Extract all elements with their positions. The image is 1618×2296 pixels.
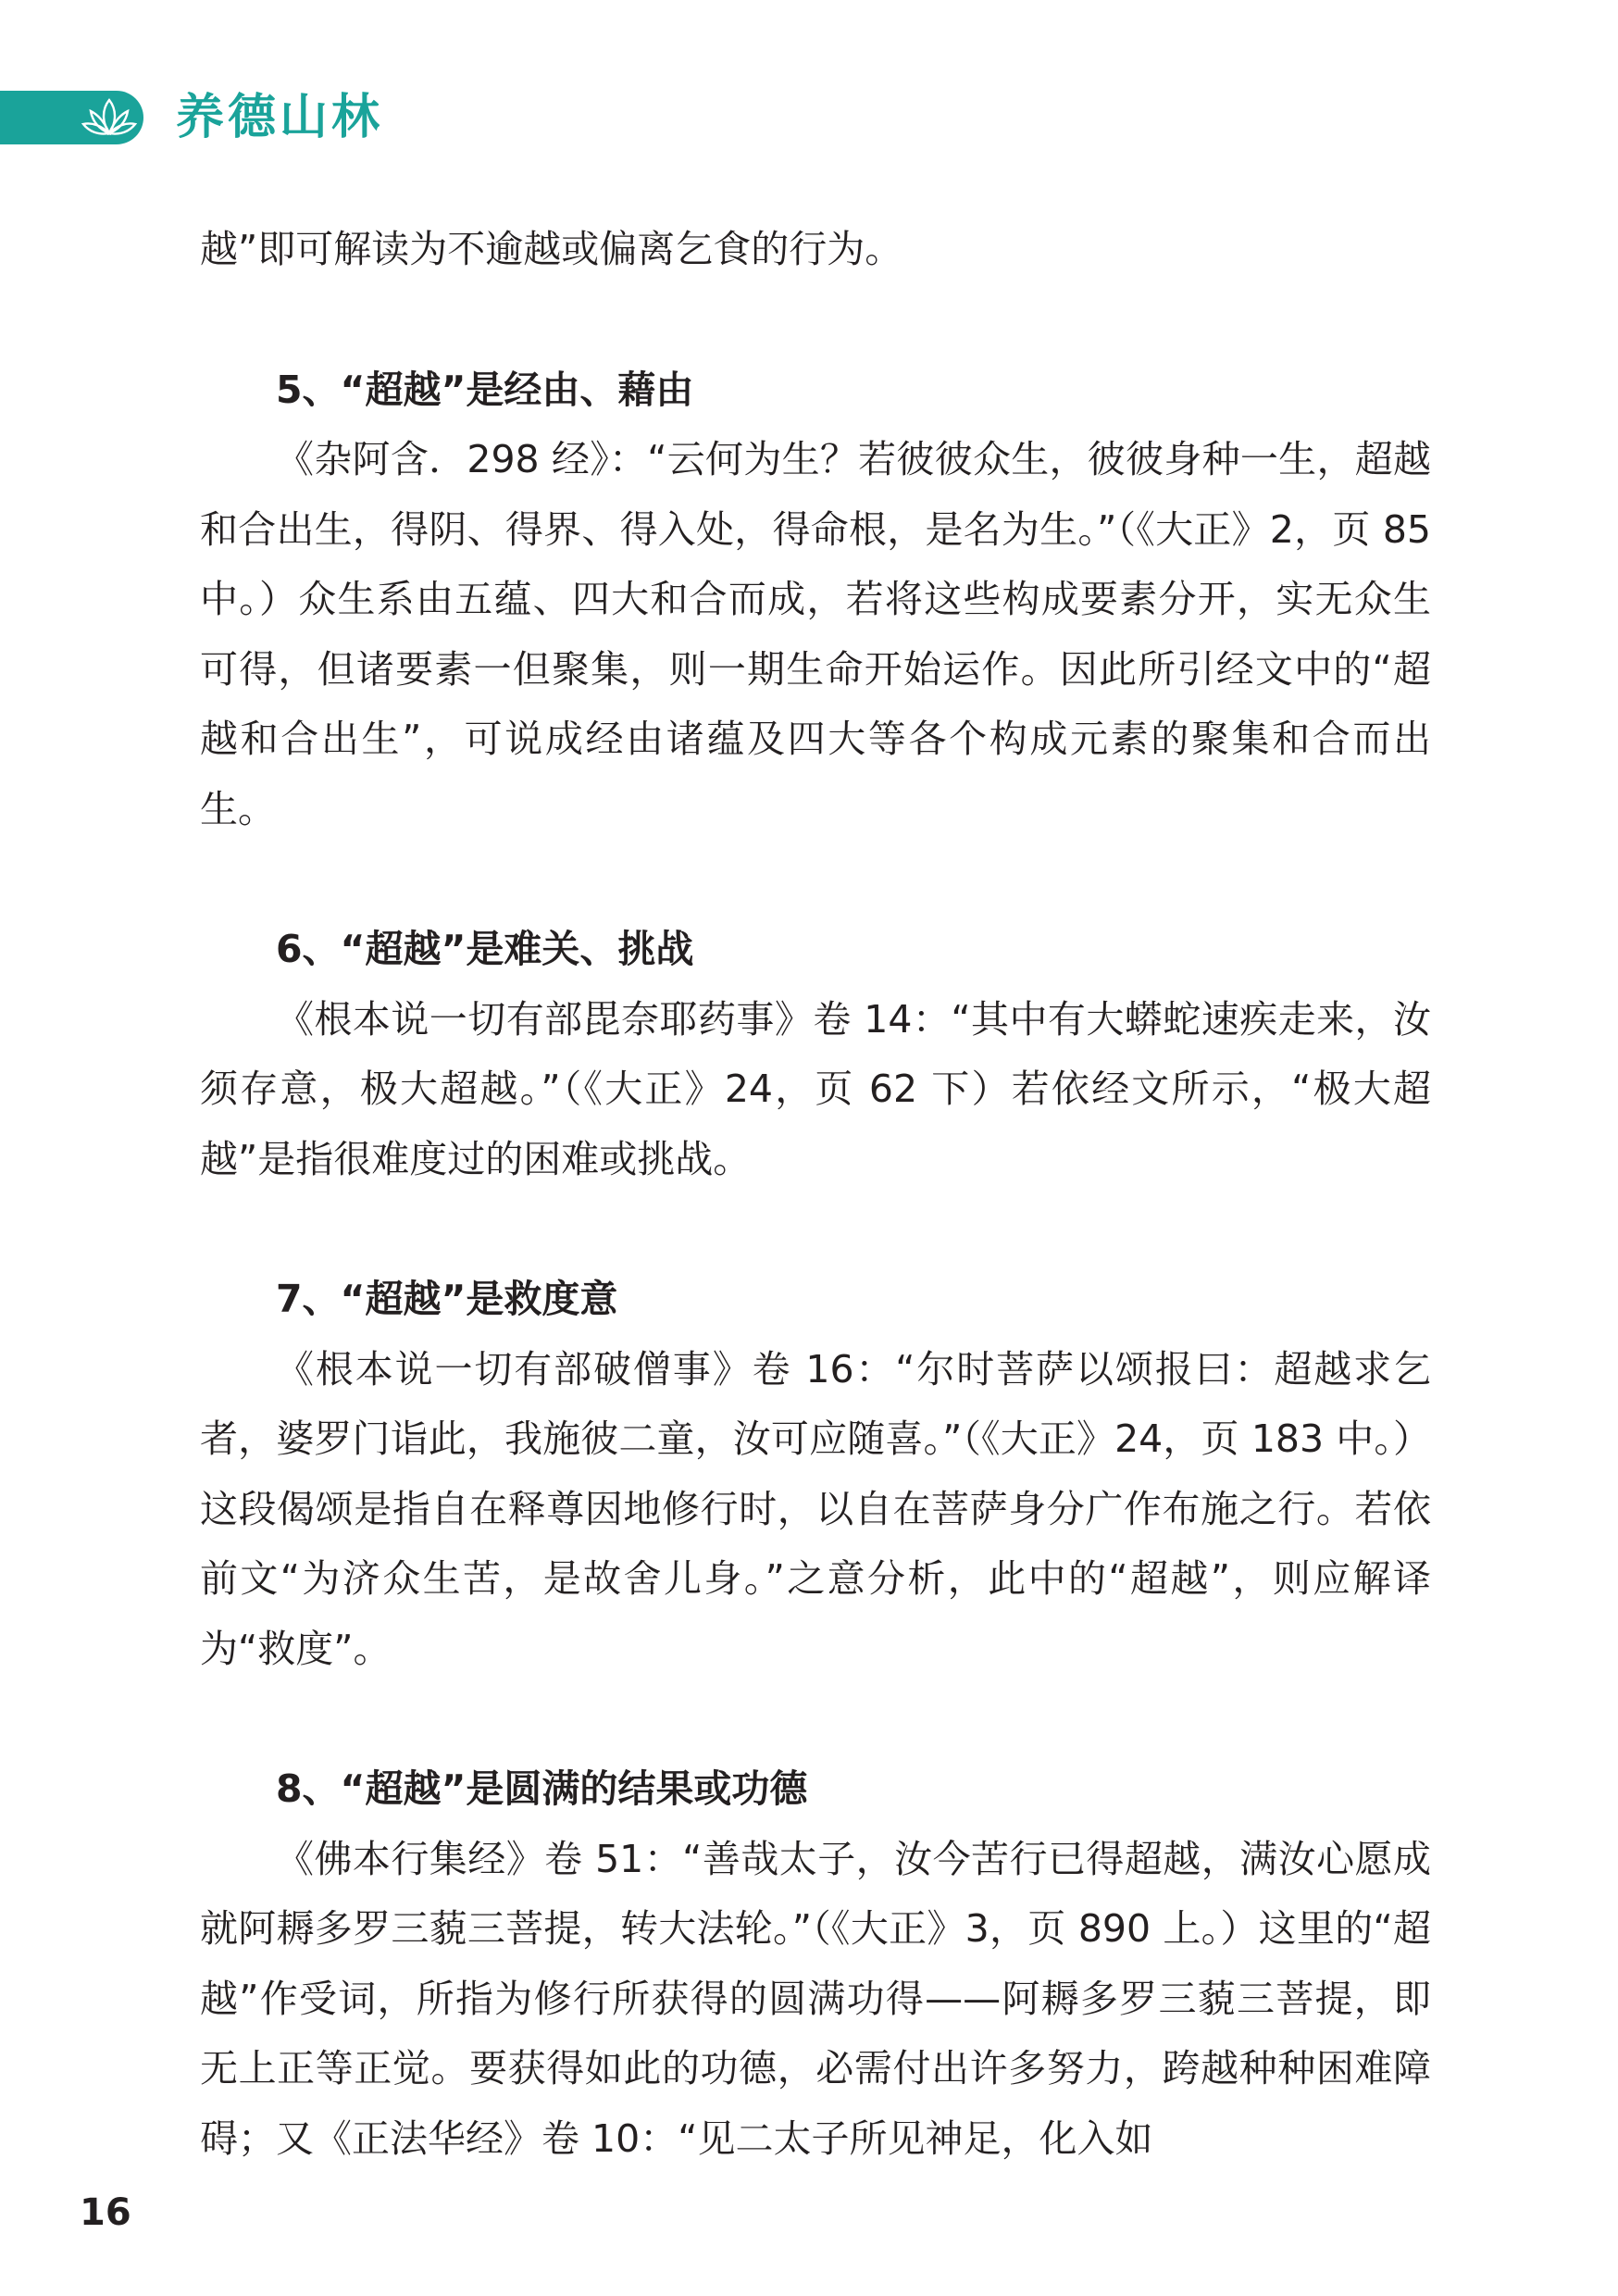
section-paragraph: 《杂阿含．298 经》：“云何为生？若彼彼众生，彼彼身种一生，超越和合出生，得阴、得界、得入处，得命根，是名为生。”（《大正》2，页 85 中。）众生系由五蕴、四大和合而成，若将这些构成要素分开，实无众生可得，但诸要素一但聚集，则一期生命开始运作。因此所引经文中的“超越和合出生”，可说成经由诸蕴及四大等各个构成元素的聚集和合而出生。 — [200, 437, 1431, 831]
section-paragraph: 《根本说一切有部破僧事》卷 16：“尔时菩萨以颂报曰：超越求乞者，婆罗门诣此，我施彼二童，汝可应随喜。”（《大正》24，页 183 中。）这段偈颂是指自在释尊因地修行时，以自在菩萨身分广作布施之行。若依前文“为济众生苦，是故舍儿身。”之意分析，此中的“超越”，则应解译为“救度”。 — [200, 1346, 1431, 1671]
section-heading: 7、“超越”是救度意 — [276, 1277, 618, 1321]
page-number: 16 — [80, 2191, 131, 2234]
intro-paragraph: 越”即可解读为不逾越或偏离乞食的行为。 — [200, 227, 903, 271]
section-paragraph: 《佛本行集经》卷 51：“善哉太子，汝今苦行已得超越，满汝心愿成就阿耨多罗三藐三菩提，转大法轮。”（《大正》3，页 890 上。）这里的“超越”作受词，所指为修行所获得的圆满功得——阿耨多罗三藐三菩提，即无上正等正觉。要获得如此的功德，必需付出许多努力，跨越种种困难障碍；又《正法华经》卷 10：“见二太子所见神足，化入如 — [200, 1836, 1431, 2161]
section-heading: 8、“超越”是圆满的结果或功德 — [276, 1766, 808, 1811]
journal-title: 养德山林 — [176, 90, 384, 145]
section-paragraph: 《根本说一切有部毘奈耶药事》卷 14：“其中有大蟒蛇速疾走来，汝须存意，极大超越。”（《大正》24，页 62 下）若依经文所示，“极大超越”是指很难度过的困难或挑战。 — [200, 996, 1431, 1181]
section-heading: 6、“超越”是难关、挑战 — [276, 927, 694, 971]
section-heading: 5、“超越”是经由、藉由 — [276, 367, 694, 412]
lotus-icon — [81, 96, 137, 139]
article-body — [200, 215, 1431, 2174]
